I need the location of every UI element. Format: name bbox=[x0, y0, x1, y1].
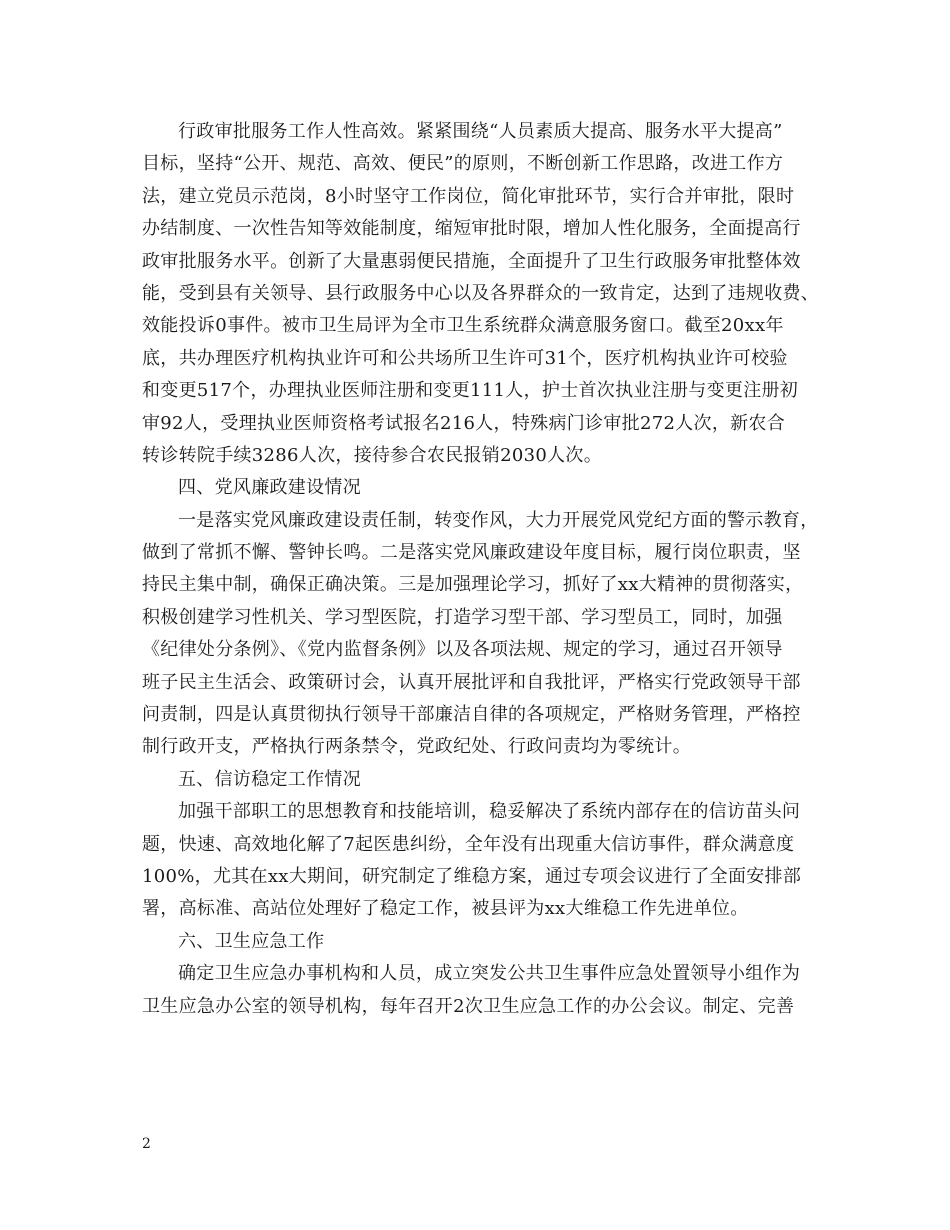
paragraph-line: 题，快速、高效地化解了7起医患纠纷，全年没有出现重大信访事件，群众满意度 bbox=[142, 833, 795, 855]
paragraph-line: 目标，坚持“公开、规范、高效、便民”的原则，不断创新工作思路，改进工作方 bbox=[142, 153, 784, 175]
paragraph-line: 班子民主生活会、政策研讨会，认真开展批评和自我批评，严格实行党政领导干部 bbox=[142, 671, 801, 693]
paragraph-line: 办结制度、一次性告知等效能制度，缩短审批时限，增加人性化服务，全面提高行 bbox=[142, 218, 801, 240]
paragraph-line: 加强干部职工的思想教育和技能培训，稳妥解决了系统内部存在的信访苗头问 bbox=[178, 801, 801, 823]
paragraph-line: 一是落实党风廉政建设责任制，转变作风，大力开展党风党纪方面的警示教育， bbox=[178, 509, 819, 531]
page-number: 2 bbox=[142, 1136, 151, 1152]
paragraph-line: 积极创建学习性机关、学习型医院，打造学习型干部、学习型员工，同时，加强 bbox=[142, 606, 783, 628]
paragraph-line: 做到了常抓不懈、警钟长鸣。二是落实党风廉政建设年度目标，履行岗位职责，坚 bbox=[142, 542, 801, 564]
paragraph-line: 署，高标准、高站位处理好了稳定工作，被县评为xx大维稳工作先进单位。 bbox=[142, 898, 749, 920]
paragraph-line: 制行政开支，严格执行两条禁令，党政纪处、行政问责均为零统计。 bbox=[142, 736, 691, 758]
section-heading: 六、卫生应急工作 bbox=[178, 930, 325, 952]
paragraph-line: 能，受到县有关领导、县行政服务中心以及各界群众的一致肯定，达到了违规收费、 bbox=[142, 282, 820, 304]
paragraph-line: 确定卫生应急办事机构和人员，成立突发公共卫生事件应急处置领导小组作为 bbox=[178, 963, 801, 985]
paragraph-line: 底，共办理医疗机构执业许可和公共场所卫生许可31个，医疗机构执业许可校验 bbox=[142, 347, 788, 369]
paragraph-line: 持民主集中制，确保正确决策。三是加强理论学习，抓好了xx大精神的贯彻落实， bbox=[142, 574, 804, 596]
document-body bbox=[142, 116, 822, 1023]
paragraph-line: 法，建立党员示范岗，8小时坚守工作岗位，简化审批环节，实行合并审批，限时 bbox=[142, 185, 795, 207]
paragraph-line: 政审批服务水平。创新了大量惠弱便民措施，全面提升了卫生行政服务审批整体效 bbox=[142, 250, 801, 272]
paragraph-line: 审92人，受理执业医师资格考试报名216人，特殊病门诊审批272人次，新农合 bbox=[142, 412, 786, 434]
paragraph-line: 效能投诉0事件。被市卫生局评为全市卫生系统群众满意服务窗口。截至20xx年 bbox=[142, 315, 784, 337]
section-heading: 五、信访稳定工作情况 bbox=[178, 768, 361, 790]
paragraph-line: 行政审批服务工作人性高效。紧紧围绕“人员素质大提高、服务水平大提高” bbox=[178, 121, 783, 142]
paragraph-line: 卫生应急办公室的领导机构，每年召开2次卫生应急工作的办公会议。制定、完善 bbox=[142, 995, 795, 1017]
paragraph-line: 问责制，四是认真贯彻执行领导干部廉洁自律的各项规定，严格财务管理，严格控 bbox=[142, 704, 801, 726]
paragraph-line: 和变更517个，办理执业医师注册和变更111人，护士首次执业注册与变更注册初 bbox=[142, 380, 799, 402]
paragraph-line: 转诊转院手续3286人次，接待参合农民报销2030人次。 bbox=[142, 444, 603, 466]
paragraph-line: 100%，尤其在xx大期间，研究制定了维稳方案，通过专项会议进行了全面安排部 bbox=[142, 865, 802, 887]
paragraph-line: 《纪律处分条例》、《党内监督条例》以及各项法规、规定的学习，通过召开领导 bbox=[142, 639, 783, 661]
section-heading: 四、党风廉政建设情况 bbox=[178, 477, 361, 499]
